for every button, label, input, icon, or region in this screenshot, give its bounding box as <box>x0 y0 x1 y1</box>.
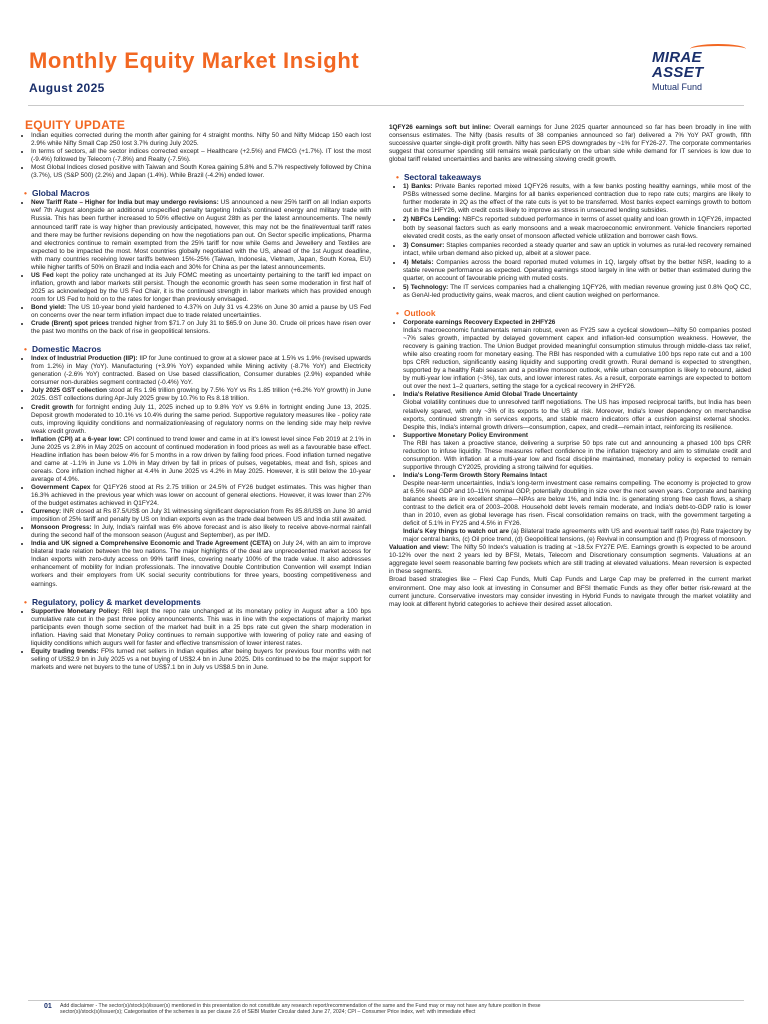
item-lead: 4) Metals: <box>403 258 434 266</box>
earnings-lead: 1QFY26 earnings soft but inline: <box>389 124 492 131</box>
list-item <box>403 319 751 391</box>
list-item <box>31 436 371 484</box>
item-lead: Corporate earnings Recovery Expected in 2HFY26 <box>403 318 556 326</box>
domestic-macros-list <box>17 355 371 588</box>
list-item <box>31 355 371 387</box>
item-text: RBI kept the repo rate unchanged at its monetary policy in August after a 100 bps cumulative rate cut in the past three policy announcements. This was in line with the expectations of majority market participants even though some section of the market had built in a 25 bps rate cut given the sharp moderation in inflation. Having said that Monetary Policy continues to remain supportive with lowering of policy rate and easing of liquidity conditions which augurs well for faster and effective transmission of lower interest rates. <box>31 607 371 647</box>
list-item <box>403 432 751 472</box>
watch-lead: India's Key things to watch out are <box>403 528 510 536</box>
item-text: The US 10-year bond yield hardened to 4.37% on July 31 vs 4.23% on June 30 amid a pause by US Fed on concerns over the near term inflation impact due to trade related uncertainties. <box>31 303 371 320</box>
item-text: FPIs turned net sellers in Indian equities after being buyers for previous four months with net selling of US$2.9 bn in July 2025 vs a net buying of US$2.4 bn in June 2025. DIIs continued to be the major support for markets and were net buyers to the tune of US$7.1 bn in July vs US$8.5 bn in June. <box>31 647 371 671</box>
list-item <box>31 199 371 271</box>
item-text: The IT services companies had a challenging 1QFY26, with median revenue growing just 0.8% QoQ CC, as GenAI-led productivity gains, weak macros, and client caution weighed on performance. <box>403 283 751 299</box>
item-text: for fortnight ending July 11, 2025 inched up to 9.8% YoY vs 9.6% in fortnight ending June 13, 2025. Deposit growth moderated to 10.1% vs 10.4% during the same period. Supportive regulatory measures like - policy rate cuts, improving liquidity conditions and normalization/easing of regulatory norms on the lending side may help revive weak credit growth. <box>31 403 371 435</box>
logo-subtext: Mutual Fund <box>652 82 703 92</box>
list-item <box>31 540 371 588</box>
footer-disclaimer: Add disclaimer - The sector(s)/stock(s)/issuer(s) mentioned in this presentation do not constitute any research report/recommendation of the same and the Fund may or may not have any future position in these sector(s)/stock(s)/issuer(s); Categorisation of the schemes is as per clause 2.6 of SEBI Master Circular dated June 27, 2024; CPI – Consumer Price index, wef: with immediate effect <box>60 1003 541 1016</box>
list-item: • In terms of sectors, all the sector indices corrected except – Healthcare (+2.5%) and FMCG (+1.7%). IT lost the most (-9.4%) followed by Telecom (-7.8%) and Realty (-7.5%). <box>31 148 371 164</box>
sectoral-heading: • Sectoral takeaways <box>396 173 751 181</box>
list-item <box>403 472 751 544</box>
logo-swoosh-icon <box>690 44 746 54</box>
item-text: Global volatility continues due to unresolved tariff negotiations. The US has imposed reciprocal tariffs, but India has been relatively spared, with only ~3% of its exports to the US at risk. Moreover, India's lower dependency on merchandise exports, continued strength in services exports, and stable macro indicators offer a cushion against external shocks. Despite this, India's internal growth drivers—consumption, capex, and credit—remain intact, reinforcing its resilience. <box>403 399 751 431</box>
item-text: on July 24, with an aim to improve bilateral trade relation between the two nations. The major highlights of the deal are unprecedented market access for Indian exports with zero-duty access on 99% tariff lines, covering nearly 100% of the trade value. It also addresses enhancement of mobility for Indian professionals. The innovative Double Contribution Convention will exempt Indian workers and their employers from UK social security contributions for three years, boosting competitiveness and earnings. <box>31 540 371 588</box>
valuation-paragraph <box>389 544 751 576</box>
item-lead: India's Long-Term Growth Story Remains Intact <box>403 471 548 479</box>
list-item <box>403 259 751 283</box>
page-date: August 2025 <box>29 81 105 95</box>
item-lead: July 2025 GST collection <box>31 387 107 395</box>
equity-update-heading: EQUITY UPDATE <box>25 118 126 132</box>
item-text: kept the policy rate unchanged at its July FOMC meeting as uncertainty pertaining to the tariff led impact on inflation, growth and labor markets still persist. Though the economic growth has seen some moderation in first half of 2025 as acknowledged by the US Fed Chair, it is the continued strength in labor markets which has provided enough room for US Fed to hold on to the rates for longer than previously envisaged. <box>31 271 372 303</box>
item-lead: Credit growth <box>31 403 74 411</box>
earnings-paragraph <box>389 124 751 164</box>
item-lead: Inflation (CPI) at a 6-year low: <box>31 435 122 443</box>
logo-text: MIRAE ASSET <box>652 49 704 81</box>
list-item <box>403 284 751 300</box>
regulatory-list <box>17 608 371 672</box>
item-lead: 5) Technology: <box>403 283 449 291</box>
list-item <box>31 524 371 540</box>
item-lead: Index of Industrial Production (IIP): <box>31 355 138 363</box>
list-item <box>31 272 371 304</box>
item-lead: Crude (Brent) spot prices <box>31 320 109 328</box>
item-lead: 1) Banks: <box>403 183 433 191</box>
list-item <box>31 608 371 648</box>
valuation-text: The Nifty 50 Index's valuation is trading at ~18.5x FY27E P/E. Earnings growth is expected to be around 10-12% over the next 2 years led by BFSI, Metals, Telecom and Discretionary consumption segments. Valuations at an aggregate level seem reasonable barring few pockets which are still trading at elevated valuations. Mean reversion is expected in these segments. <box>389 544 751 576</box>
item-lead: New Tariff Rate – Higher for India but may undergo revisions: <box>31 199 219 207</box>
equity-update-list <box>17 132 371 180</box>
item-text: India's macroeconomic fundamentals remain robust, even as FY25 saw a cyclical slowdown—Nifty 50 companies posted ~7% sales growth, impacted by delayed government capex and inflation-led consumption weakness. However, the recovery is gaining traction. The Union Budget provided meaningful consumption stimulus through middle-class tax relief, while also creating room for monetary easing. The RBI has responded with a cumulative 100 bps repo rate cut and a 100 bps CRR reduction, significantly easing liquidity and supporting credit growth. Rural demand is expected to strengthen, supported by a healthy Rabi season and a positive monsoon outlook, while urban consumption is likely to rebound, aided by multi-year low inflation (~3%), tax cuts, and lower interest rates. As a result, corporate earnings are expected to bottom out over the next 1–2 quarters, setting the stage for a cyclical recovery in 2HFY26. <box>403 327 751 391</box>
item-lead: Monsoon Progress: <box>31 524 92 532</box>
regulatory-heading: • Regulatory, policy & market developments <box>24 598 371 606</box>
item-text: US announced a new 25% tariff on all Indian exports wef 7th August alongside an additional unspecified penalty targeting India's continued energy and military trade with Russia. This has been further increased to 50% effective on August 28th as per the latest announcements. The newly announced tariff rate is way higher than previously anticipated, however, this may not be the final/eventual tariff rates and there may be further revisions depending on how the negotiations pan out. On Sector specific implications, Pharma and electronics continue to remain exempted from the 25% tariff for now while Gems and Jewellery and Textiles are expected to be impacted the most. Most countries globally negotiated with the US, ahead of the 1st August deadline, with many countries receiving lower tariffs between 15%-25% (Taiwan, Indonesia, Vietnam, Japan, South Korea, EU) while higher tariffs of 50% on Brazil and India each and 30% for China as per the latest announcements. <box>31 199 371 271</box>
list-item <box>403 183 751 215</box>
earnings-text: Overall earnings for June 2025 quarter announced so far has been broadly in line with consensus estimates. The Nifty (basis results of 38 companies announced so far) delivered a 7% YoY PAT growth, fifth successive quarter single-digit profit growth. Nifty has seen EPS downgrades by ~1% for FY26-27. The corporate commentaries suggest that consumer spending still remains weak particularly on the urban side while demand for IT services is low due to global tariff related uncertainties and banks are witnessing slowing credit growth. <box>389 124 751 164</box>
item-text: Companies across the board reported muted volumes in 1Q, largely offset by the better NSR, leading to a stable revenue performance as expected. Operating earnings stood largely in line with or better than estimated during the quarter, on account of favourable pricing with muted costs. <box>403 258 751 282</box>
item-lead: Supportive Monetary Policy: <box>31 607 120 615</box>
page-title: Monthly Equity Market Insight <box>29 48 360 73</box>
outlook-heading: • Outlook <box>396 309 751 317</box>
item-text: for Q1FY26 stood at Rs 2.75 trillion or 24.5% of FY26 budget estimates. This was higher than 16.3% achieved in the previous year which was lower on account of general elections. However, it was lower than 27% of the budget estimates achieved in Q1FY24. <box>31 483 371 508</box>
item-text: IIP for June continued to grow at a slower pace at 1.5% vs 1.9% (revised upwards from 1.2%) in May (YoY). Manufacturing (+3.9% YoY) expanded while Mining activity (-8.7% YoY) and Electricity generation (-2.6% YoY) contracted. Based on Use based classification, Consumer durables (2.9%) expanded while consumer non-durables segment contracted (-0.4%) YoY. <box>31 355 372 387</box>
list-item <box>31 304 371 320</box>
item-lead: Government Capex <box>31 483 91 491</box>
page-number: 01 <box>44 1003 52 1010</box>
item-text: INR closed at Rs 87.5/US$ on July 31 witnessing significant depreciation from Rs 85.8/US$ on June 30 amid imposition of 25% tariff and penalty by US on Indian exports even as the trade deal between US and India still awaited. <box>31 508 371 524</box>
item-text: Staples companies recorded a steady quarter and saw an uptick in volumes as rural-led recovery remained intact, while urban demand also picked up, albeit at a slower pace. <box>403 241 751 257</box>
list-item <box>403 216 751 240</box>
item-lead: Supportive Monetary Policy Environment <box>403 431 528 439</box>
item-lead: 2) NBFCs Lending: <box>403 216 461 224</box>
outlook-list <box>389 319 751 544</box>
item-lead: India and UK signed a Comprehensive Economic and Trade Agreement (CETA) <box>31 540 272 548</box>
list-item <box>31 320 371 336</box>
broad-based-paragraph: Broad based strategies like – Flexi Cap Funds, Multi Cap Funds and Large Cap may be preferred in the current market environment. One may also look at investing in Consumer and BFSI thematic Funds as they offer better risk-reward at the current juncture. Conservative investors may consider investing in Hybrid Funds to navigate through the market volatility and may look at different hybrid categories to achieve their desired asset allocation. <box>389 576 751 608</box>
item-text: CPI continued to trend lower and came in at it's lowest level since Feb 2019 at 2.1% in June 2025 vs 2.8% in May 2025 on account of continued moderation in food prices as well as a favourable base effect. Headline inflation has been below 4% for 5 months in a row driven by falling food prices. Food inflation turned negative and came at -1.1% in June vs 1.0% in May driven by fall in prices of pulses, vegetables, meat and fish, spices and cereals. Core inflation inched higher at 4.4% in June 2025 vs 4.2% in May 2025. However, it is still below the 10-year average of 4.9%. <box>31 435 371 483</box>
item-text: The RBI has taken a proactive stance, delivering a surprise 50 bps rate cut and announcing a phased 100 bps CRR reduction to infuse liquidity. These measures reflect confidence in the inflation trajectory and aim to stimulate credit and consumption. With inflation at a multi-year low and fiscal discipline maintained, monetary policy is expected to remain supportive through CY2025, providing a strong tailwind for equities. <box>403 439 751 471</box>
watch-text: (a) Bilateral trade agreements with US and eventual tariff rates (b) Rate trajectory by major central banks, (c) Oil price trend, (d) Geopolitical tensions, (e) Revival in consumption and (f) Progress of monsoon. <box>403 528 751 544</box>
item-lead: Bond yield: <box>31 303 67 311</box>
global-macros-list <box>17 199 371 336</box>
sectoral-list <box>389 183 751 300</box>
item-lead: India's Relative Resilience Amid Global Trade Uncertainty <box>403 391 578 399</box>
header-divider <box>28 105 744 106</box>
domestic-macros-heading: • Domestic Macros <box>24 345 371 353</box>
list-item: • Most Global Indices closed positive with Taiwan and South Korea gaining 5.8% and 5.7% respectively followed by China (3.7%), US (S&P 500) (2.2%) and Japan (1.4%). While Brazil (-4.2%) ended lower. <box>31 164 371 180</box>
item-text: NBFCs reported subdued performance in terms of asset quality and loan growth in 1QFY26, impacted both by seasonal factors such as early monsoons and a weak macroeconomic environment. Vehicle financiers reported elevated credit costs, as the early onset of monsoon affected vehicle utilization and borrower cash flows. <box>403 216 752 240</box>
list-item <box>403 242 751 258</box>
left-column <box>17 118 372 672</box>
item-lead: US Fed <box>31 271 54 279</box>
item-text: trended higher from $71.7 on July 31 to $65.9 on June 30. Crude oil prices have risen over the past two months on the back of rise in geopolitical tensions. <box>31 320 371 336</box>
item-text: Private Banks reported mixed 1QFY26 results, with a few banks posting healthy earnings, while most of the PSBs witnessed some decline. Margins for all banks experienced contraction due to repo rate cuts; margins are likely to further moderate in 2Q as the effect of the rate cuts is yet to be transferred. Most banks expect earnings growth to bottom out in the 1HFY26, with credit costs likely to improve as stress in unsecured lending subsides. <box>403 183 751 215</box>
item-text: Despite near-term uncertainties, India's long-term investment case remains compelling. The economy is projected to grow at 6.5% real GDP and 10–11% nominal GDP, potentially doubling in size over the next seven years. Corporate and banking balance sheets are in excellent shape—NPAs are below 1%, and India Inc. is generating strong free cash flows, a sharp contrast to the deficit era of 2003–2008. Household debt levels remain moderate, and India's debt-to-GDP ratio is lower than in 2010, even as global leverage has risen. Fiscal consolidation remains on track, with the government targeting a deficit of 5.1% in FY25 and 4.5% in FY26. <box>403 479 751 528</box>
list-item <box>403 391 751 431</box>
list-item <box>31 484 371 508</box>
list-item <box>31 404 371 436</box>
item-lead: Currency: <box>31 508 62 516</box>
valuation-lead: Valuation and view: <box>389 544 449 552</box>
item-lead: Equity trading trends: <box>31 647 99 655</box>
list-item <box>31 648 371 672</box>
global-macros-heading: • Global Macros <box>24 189 371 197</box>
item-text: stood at Rs 1.96 trillion growing by 7.5% YoY vs Rs 1.85 trillion (+6.2% YoY growth) in June 2025. GST collections during Apr-July 2025 grew by 10.7% to Rs 8.18 trillion. <box>31 387 372 403</box>
right-column <box>389 124 751 609</box>
footer-divider <box>28 1000 744 1001</box>
item-lead: 3) Consumer: <box>403 241 445 249</box>
list-item: • Indian equities corrected during the month after gaining for 4 straight months. Nifty 50 and Nifty Midcap 150 each lost 2.9% while Nifty Small Cap 250 lost 3.7% during July 2025. <box>31 132 371 148</box>
item-text: In July, India's rainfall was 6% above forecast and is also likely to receive above-normal rainfall during the second half of the monsoon season (August and September), as per IMD. <box>31 524 371 540</box>
list-item <box>31 387 371 403</box>
mirae-asset-logo <box>652 50 744 92</box>
list-item <box>31 508 371 524</box>
